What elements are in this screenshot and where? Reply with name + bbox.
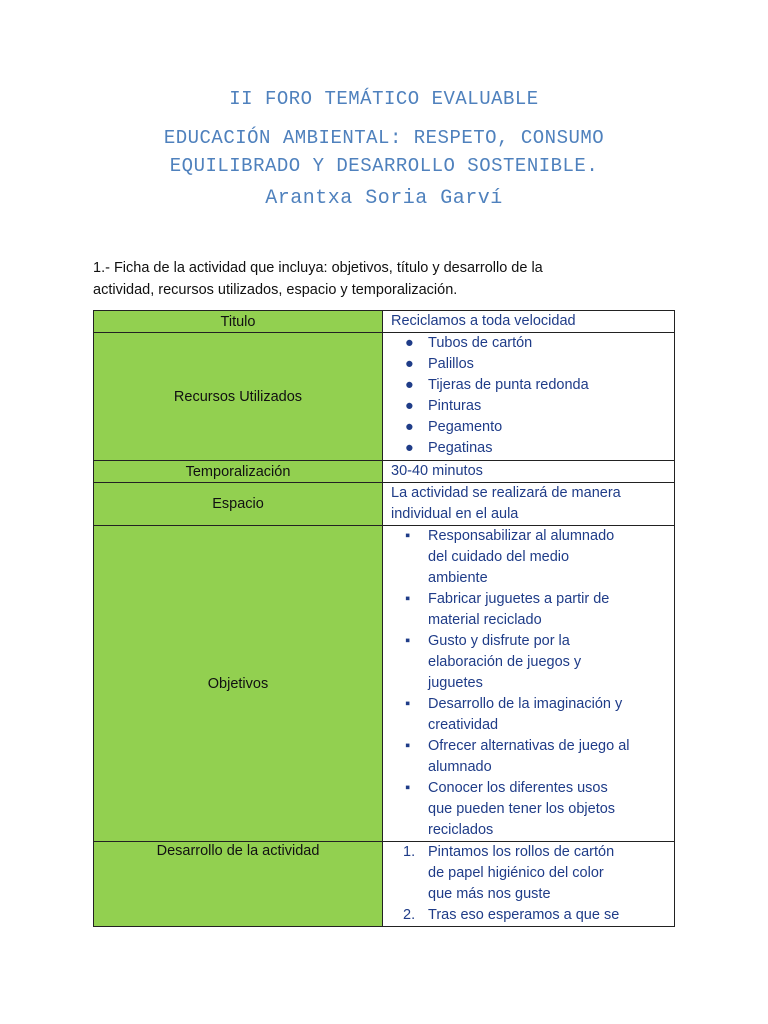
activity-table	[93, 310, 675, 927]
value-desarrollo	[383, 842, 675, 927]
label-titulo: Titulo	[94, 311, 383, 333]
row-recursos	[94, 333, 675, 461]
row-titulo	[94, 311, 675, 333]
bullet-dot-icon: ●	[405, 440, 414, 456]
row-desarrollo	[94, 842, 675, 927]
list-item: ● Pinturas	[383, 396, 674, 417]
list-item: ● Palillos	[383, 354, 674, 375]
value-espacio	[383, 483, 675, 526]
bullet-dot-icon: ●	[405, 377, 414, 393]
intro-line-1: 1.- Ficha de la actividad que incluya: objetivos, título y desarrollo de la	[93, 260, 543, 276]
list-item: ● Pegamento	[383, 417, 674, 438]
list-item: ▪ Gusto y disfrute por la elaboración de juegos y juguetes	[405, 633, 582, 691]
label-espacio: Espacio	[94, 483, 383, 526]
bullet-dot-icon: ●	[405, 398, 414, 414]
list-item: ▪ Desarrollo de la imaginación y creatividad	[405, 696, 623, 733]
list-number: 1.	[403, 844, 416, 860]
list-item: ● Tubos de cartón	[383, 333, 674, 354]
recursos-list	[383, 333, 674, 459]
document-subtitle	[0, 124, 768, 180]
list-item: ▪ Conocer los diferentes usos que pueden tener los objetos reciclados	[405, 780, 616, 838]
subtitle-line-2: EQUILIBRADO Y DESARROLLO SOSTENIBLE.	[169, 155, 599, 177]
value-recursos	[383, 333, 675, 461]
value-titulo: Reciclamos a toda velocidad	[383, 311, 675, 333]
label-recursos: Recursos Utilizados	[94, 333, 383, 461]
value-temporalizacion: 30-40 minutos	[383, 461, 675, 483]
list-item: ▪ Responsabilizar al alumnado del cuidado del medio ambiente	[405, 528, 615, 586]
bullet-dot-icon: ●	[405, 356, 414, 372]
bullet-square-icon: ▪	[405, 591, 411, 607]
objetivos-list	[383, 526, 674, 841]
row-temporalizacion	[94, 461, 675, 483]
bullet-square-icon: ▪	[405, 780, 411, 796]
intro-paragraph	[93, 257, 673, 301]
subtitle-line-1: EDUCACIÓN AMBIENTAL: RESPETO, CONSUMO	[163, 127, 605, 149]
bullet-square-icon: ▪	[405, 696, 411, 712]
row-espacio	[94, 483, 675, 526]
bullet-square-icon: ▪	[405, 528, 411, 544]
bullet-square-icon: ▪	[405, 633, 411, 649]
intro-line-2: actividad, recursos utilizados, espacio y temporalización.	[93, 282, 458, 298]
list-item: ● Pegatinas	[383, 438, 674, 459]
desarrollo-list	[383, 842, 674, 926]
value-objetivos	[383, 526, 675, 842]
bullet-dot-icon: ●	[405, 419, 414, 435]
row-objetivos	[94, 526, 675, 842]
bullet-dot-icon: ●	[405, 335, 414, 351]
list-item: ▪ Fabricar juguetes a partir de material reciclado	[405, 591, 610, 628]
list-item: 1. Pintamos los rollos de cartón de papel higiénico del color que más nos guste	[403, 844, 615, 902]
label-objetivos: Objetivos	[94, 526, 383, 842]
espacio-line-2: individual en el aula	[391, 506, 519, 522]
espacio-line-1: La actividad se realizará de manera	[391, 485, 621, 501]
list-item: ▪ Ofrecer alternativas de juego al alumnado	[405, 738, 630, 775]
list-item: 2. Tras eso esperamos a que se	[383, 905, 674, 926]
author-name: Arantxa Soria Garví	[265, 187, 503, 210]
list-number: 2.	[403, 907, 416, 923]
bullet-square-icon: ▪	[405, 738, 411, 754]
list-item: ● Tijeras de punta redonda	[383, 375, 674, 396]
document-title: II FORO TEMÁTICO EVALUABLE	[229, 88, 539, 110]
label-desarrollo: Desarrollo de la actividad	[94, 842, 383, 927]
label-temporalizacion: Temporalización	[94, 461, 383, 483]
